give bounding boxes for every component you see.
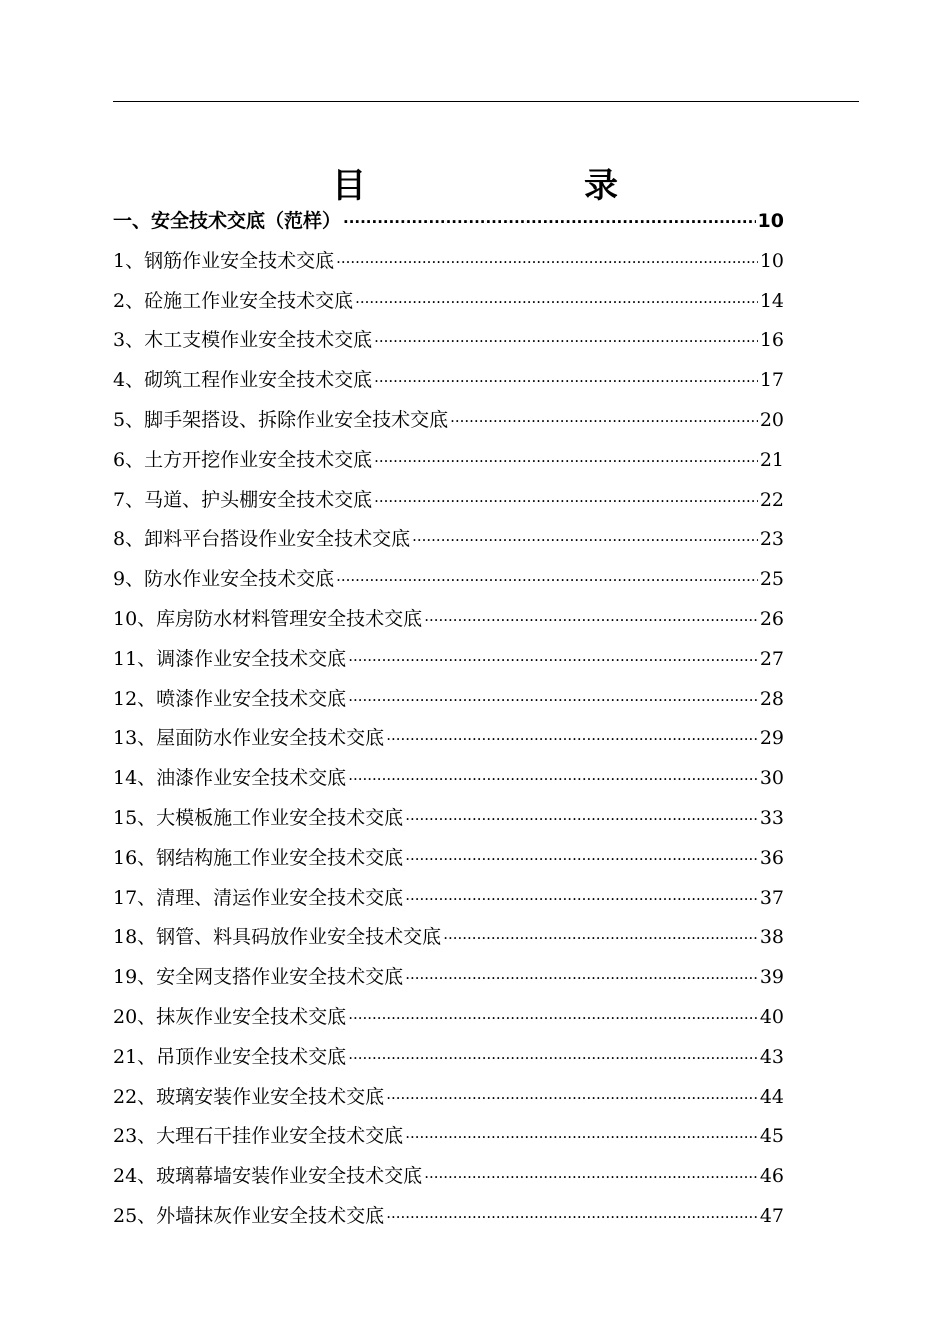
toc-entry[interactable] [113, 918, 784, 958]
toc-dot-leader [374, 442, 758, 482]
toc-entry[interactable] [113, 640, 784, 680]
toc-dot-leader [424, 601, 758, 641]
toc-entry-page-number: 14 [759, 289, 784, 312]
toc-entry-page-number: 29 [759, 727, 784, 750]
toc-entry-page-number: 10 [759, 249, 784, 272]
toc-entry-page-number: 20 [759, 408, 784, 431]
toc-entry-page-number: 40 [759, 1005, 784, 1028]
toc-entry[interactable] [113, 361, 784, 401]
toc-entry-page-number: 39 [759, 966, 784, 989]
toc-section-heading[interactable] [113, 202, 784, 242]
toc-dot-leader [374, 482, 758, 522]
toc-entry-label: 9、防水作业安全技术交底 [113, 568, 335, 591]
toc-entry[interactable] [113, 799, 784, 839]
toc-entry-page-number: 36 [759, 846, 784, 869]
toc-dot-leader [443, 919, 758, 959]
toc-entry-label: 17、清理、清运作业安全技术交底 [113, 886, 404, 909]
toc-entry-label: 10、库房防水材料管理安全技术交底 [113, 607, 423, 630]
toc-entry-label: 5、脚手架搭设、拆除作业安全技术交底 [113, 408, 449, 431]
toc-entry-label: 3、木工支模作业安全技术交底 [113, 329, 373, 352]
toc-entry[interactable] [113, 958, 784, 998]
toc-entry-label: 12、喷漆作业安全技术交底 [113, 687, 347, 710]
toc-entry[interactable] [113, 1078, 784, 1118]
toc-entry-label: 22、玻璃安装作业安全技术交底 [113, 1085, 385, 1108]
toc-entry[interactable] [113, 600, 784, 640]
toc-entry-page-number: 46 [759, 1165, 784, 1188]
toc-entry-label: 24、玻璃幕墙安装作业安全技术交底 [113, 1165, 423, 1188]
toc-entry-label: 14、油漆作业安全技术交底 [113, 767, 347, 790]
page-title: 目 录 [332, 165, 710, 206]
toc-entry-label: 一、安全技术交底（范样） [113, 210, 342, 232]
toc-entry-label: 23、大理石干挂作业安全技术交底 [113, 1125, 404, 1148]
header-rule [113, 101, 859, 102]
toc-entry-page-number: 43 [759, 1045, 784, 1068]
toc-entry-page-number: 33 [759, 806, 784, 829]
toc-entry[interactable] [113, 1038, 784, 1078]
table-of-contents [113, 202, 784, 1237]
toc-dot-leader [336, 561, 758, 601]
toc-entry[interactable] [113, 839, 784, 879]
toc-entry-label: 21、吊顶作业安全技术交底 [113, 1045, 347, 1068]
toc-entry-page-number: 22 [759, 488, 784, 511]
toc-entry-page-number: 44 [759, 1085, 784, 1108]
toc-entry-page-number: 47 [759, 1204, 784, 1227]
toc-entry[interactable] [113, 680, 784, 720]
toc-entry-label: 11、调漆作业安全技术交底 [113, 647, 347, 670]
toc-entry[interactable] [113, 879, 784, 919]
toc-entry-label: 15、大模板施工作业安全技术交底 [113, 806, 404, 829]
toc-entry-page-number: 37 [759, 886, 784, 909]
toc-dot-leader [343, 203, 756, 243]
toc-entry[interactable] [113, 321, 784, 361]
toc-dot-leader [355, 283, 758, 323]
toc-entry[interactable] [113, 998, 784, 1038]
toc-entry-page-number: 25 [759, 568, 784, 591]
toc-entry-label: 13、屋面防水作业安全技术交底 [113, 727, 385, 750]
toc-entry[interactable] [113, 759, 784, 799]
toc-entry-label: 2、砼施工作业安全技术交底 [113, 289, 354, 312]
toc-dot-leader [405, 800, 758, 840]
toc-entry-label: 7、马道、护头棚安全技术交底 [113, 488, 373, 511]
toc-entry-page-number: 28 [759, 687, 784, 710]
toc-dot-leader [405, 880, 758, 920]
toc-dot-leader [424, 1158, 758, 1198]
toc-dot-leader [412, 521, 758, 561]
toc-dot-leader [348, 1039, 758, 1079]
toc-dot-leader [348, 681, 758, 721]
toc-dot-leader [336, 243, 758, 283]
toc-dot-leader [348, 999, 758, 1039]
toc-entry-label: 4、砌筑工程作业安全技术交底 [113, 369, 373, 392]
toc-entry[interactable] [113, 1157, 784, 1197]
toc-entry-page-number: 10 [757, 210, 784, 232]
toc-entry[interactable] [113, 401, 784, 441]
toc-entry-label: 19、安全网支搭作业安全技术交底 [113, 966, 404, 989]
toc-entry-page-number: 30 [759, 767, 784, 790]
toc-entry-page-number: 17 [759, 369, 784, 392]
toc-entry-label: 1、钢筋作业安全技术交底 [113, 249, 335, 272]
toc-entry[interactable] [113, 1197, 784, 1237]
toc-entry-label: 20、抹灰作业安全技术交底 [113, 1005, 347, 1028]
toc-entry-label: 25、外墙抹灰作业安全技术交底 [113, 1204, 385, 1227]
toc-entry[interactable] [113, 719, 784, 759]
toc-entry-page-number: 27 [759, 647, 784, 670]
toc-dot-leader [348, 641, 758, 681]
toc-entry-page-number: 23 [759, 528, 784, 551]
toc-dot-leader [374, 322, 758, 362]
toc-dot-leader [405, 1118, 758, 1158]
toc-entry[interactable] [113, 481, 784, 521]
toc-entry[interactable] [113, 1117, 784, 1157]
toc-entry-page-number: 16 [759, 329, 784, 352]
toc-entry-page-number: 26 [759, 607, 784, 630]
toc-entry[interactable] [113, 441, 784, 481]
toc-entry-page-number: 21 [759, 448, 784, 471]
toc-entry[interactable] [113, 520, 784, 560]
toc-dot-leader [450, 402, 758, 442]
toc-entry-label: 6、土方开挖作业安全技术交底 [113, 448, 373, 471]
toc-dot-leader [348, 760, 758, 800]
toc-entry[interactable] [113, 282, 784, 322]
toc-dot-leader [386, 1079, 758, 1119]
toc-entry-label: 8、卸料平台搭设作业安全技术交底 [113, 528, 411, 551]
toc-entry[interactable] [113, 560, 784, 600]
toc-entry[interactable] [113, 242, 784, 282]
toc-dot-leader [386, 1198, 758, 1238]
toc-dot-leader [386, 720, 758, 760]
toc-dot-leader [374, 362, 758, 402]
toc-entry-label: 16、钢结构施工作业安全技术交底 [113, 846, 404, 869]
toc-dot-leader [405, 840, 758, 880]
toc-entry-page-number: 45 [759, 1125, 784, 1148]
toc-entry-label: 18、钢管、料具码放作业安全技术交底 [113, 926, 442, 949]
toc-entry-page-number: 38 [759, 926, 784, 949]
toc-dot-leader [405, 959, 758, 999]
